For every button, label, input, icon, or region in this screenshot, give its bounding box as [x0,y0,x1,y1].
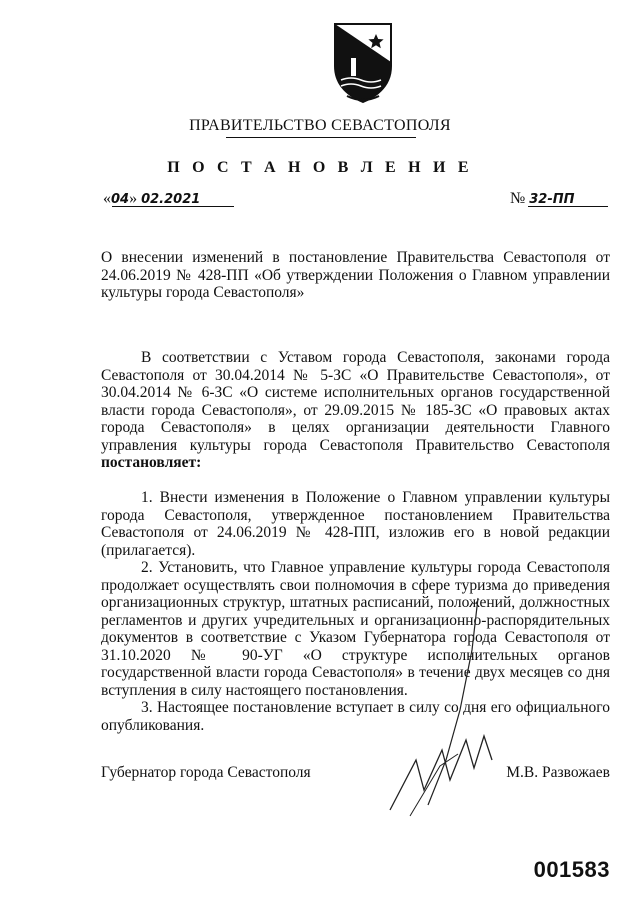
handwritten-signature-icon [380,590,530,820]
date-day: 04 [111,192,130,207]
decree-items [101,489,610,734]
document-type: П О С Т А Н О В Л Е Н И Е [167,159,473,176]
date-month-year: 02.2021 [141,192,201,207]
serial-number: 001583 [533,857,610,882]
document-subject: О внесении изменений в постановление Правительства Севастополя от 24.06.2019 № 428-ПП «Об утверждении Положения о Главном управлении культуры города Севастополя» [101,249,610,301]
preamble-text: В соответствии с Уставом города Севастополя, законами города Севастополя от 30.04.2014 № 5-ЗС «О Правительстве Севастополя», от 30.04.2014 № 6-ЗС «О системе исполнительных органов государственной власти города Севастополя», от 29.09.2015 № 185-ЗС «О правовых актах города Севастополя» в целях организации деятельности Главного управления культуры города Севастополя Правительство Севастополя [101,349,610,454]
date-quote-close: » [129,190,138,207]
number-value: 32-ПП [529,192,575,207]
signer-position: Губернатор города Севастополя [101,764,311,781]
coat-of-arms-icon [331,22,395,104]
decree-item: 2. Установить, что Главное управление культуры города Севастополя продолжает осуществлять свои полномочия в сфере туризма до приведения организационных структур, штатных расписаний, положений, должностных регламентов и других учредительных и организационно-распорядительных документов в соответствие с Указом Губернатора города Севастополя от 31.10.2020 № 90-УГ «О структуре исполнительных органов государственной власти города Севастополя» в течение двух месяцев со дня вступления в силу настоящего постановления. [101,559,610,699]
decree-item: 1. Внести изменения в Положение о Главном управлении культуры города Севастополя, утвержденное постановлением Правительства Севастополя от 24.06.2019 № 428-ПП, изложив его в новой редакции (прилагается). [101,489,610,559]
number-underline [528,206,608,207]
number-sign: № [510,190,526,207]
government-title: ПРАВИТЕЛЬСТВО СЕВАСТОПОЛЯ [189,117,451,134]
title-underline [226,137,416,138]
signer-name: М.В. Развожаев [506,764,610,781]
date-quote-open: « [103,190,111,207]
decree-item: 3. Настоящее постановление вступает в силу со дня его официального опубликования. [101,699,610,734]
preamble-verb: постановляет: [101,454,202,471]
preamble [101,349,610,472]
date-underline [112,206,234,207]
